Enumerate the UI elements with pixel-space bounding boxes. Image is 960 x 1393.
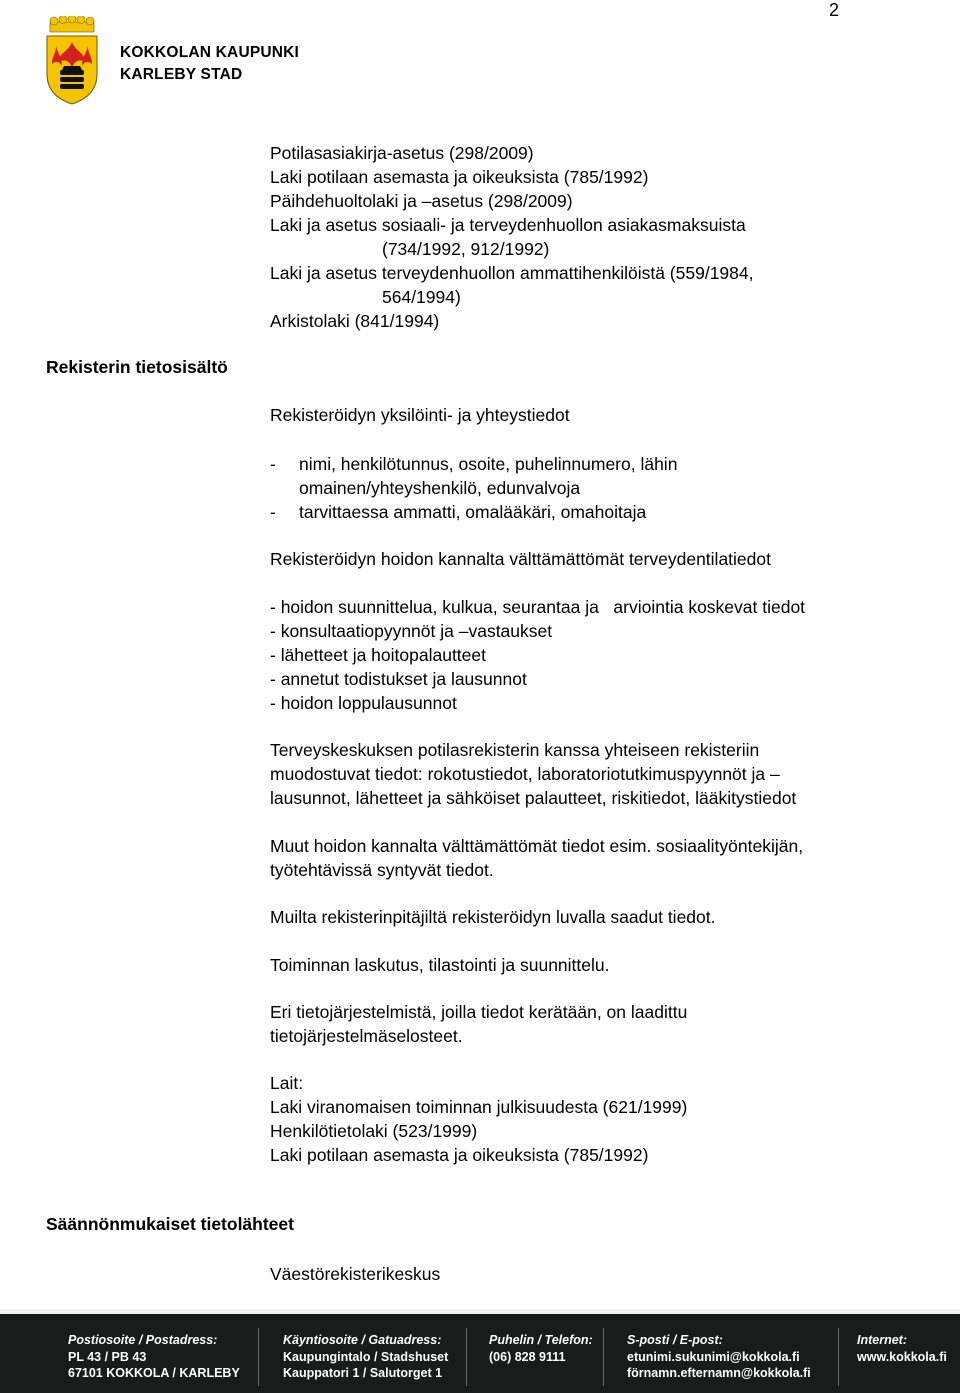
paragraph-line: työtehtävissä syntyvät tiedot. [270, 860, 494, 880]
footer-email-link[interactable]: etunimi.sukunimi@kokkola.fi [627, 1349, 800, 1364]
law-line: Laki potilaan asemasta ja oikeuksista (785/1992) [270, 1145, 649, 1165]
footer-phone-label: Puhelin / Telefon: [489, 1333, 593, 1347]
paragraph-line: muodostuvat tiedot: rokotustiedot, laboratoriotutkimuspyynnöt ja – [270, 764, 780, 784]
bullet-line: nimi, henkilötunnus, osoite, puhelinnumero, lähin [299, 454, 678, 474]
footer-divider [258, 1328, 259, 1386]
paragraph-line: Muut hoidon kannalta välttämättömät tiedot esim. sosiaalityöntekijän, [270, 836, 804, 856]
bullet-line: tarvittaessa ammatti, omalääkäri, omahoitaja [299, 502, 647, 522]
bullet-dash: - [270, 502, 276, 522]
footer-divider [603, 1328, 604, 1386]
law-line: Laki viranomaisen toiminnan julkisuudesta (621/1999) [270, 1097, 688, 1117]
footer-email [627, 1332, 811, 1382]
bullet-line: - hoidon loppulausunnot [270, 693, 457, 713]
footer-postal [68, 1332, 240, 1382]
footer-email-label: S-posti / E-post: [627, 1333, 723, 1347]
law-line: (734/1992, 912/1992) [382, 239, 550, 259]
bullet-line: - lähetteet ja hoitopalautteet [270, 645, 486, 665]
org-name-swedish: KARLEBY STAD [120, 66, 243, 83]
law-line: Päihdehuoltolaki ja –asetus (298/2009) [270, 191, 573, 211]
data-source-text: Väestörekisterikeskus [270, 1264, 441, 1284]
subheading-identification: Rekisteröidyn yksilöinti- ja yhteystiedot [270, 405, 570, 425]
section-heading-data-sources: Säännönmukaiset tietolähteet [46, 1214, 294, 1234]
footer-visit [283, 1332, 448, 1382]
footer-web-link[interactable]: www.kokkola.fi [857, 1349, 947, 1364]
footer-web-label: Internet: [857, 1333, 907, 1347]
org-name-finnish: KOKKOLAN KAUPUNKI [120, 44, 300, 61]
paragraph-line: Terveyskeskuksen potilasrekisterin kanssa yhteiseen rekisteriin [270, 740, 760, 760]
law-line: Arkistolaki (841/1994) [270, 311, 440, 331]
bullet-dash: - [270, 454, 276, 474]
footer-divider [466, 1328, 467, 1386]
bullet-line: - hoidon suunnittelua, kulkua, seurantaa ja arviointia koskevat tiedot [270, 597, 806, 617]
footer-postal-line: PL 43 / PB 43 [68, 1349, 147, 1364]
paragraph-line: Muilta rekisterinpitäjiltä rekisteröidyn luvalla saadut tiedot. [270, 907, 716, 927]
paragraph-line: Toiminnan laskutus, tilastointi ja suunnittelu. [270, 955, 610, 975]
footer-contact-bar [0, 1309, 960, 1393]
laws-label: Lait: [270, 1073, 304, 1093]
law-line: Laki ja asetus terveydenhuollon ammattihenkilöistä (559/1984, [270, 263, 754, 283]
footer-postal-label: Postiosoite / Postadress: [68, 1333, 218, 1347]
law-line: Henkilötietolaki (523/1999) [270, 1121, 478, 1141]
bullet-line: omainen/yhteyshenkilö, edunvalvoja [299, 478, 581, 498]
footer-phone [489, 1332, 593, 1365]
footer-visit-line: Kaupungintalo / Stadshuset [283, 1349, 449, 1364]
footer-divider [838, 1328, 839, 1386]
footer-visit-line: Kauppatori 1 / Salutorget 1 [283, 1366, 443, 1380]
paragraph-line: tietojärjestelmäselosteet. [270, 1026, 463, 1046]
law-line: Laki ja asetus sosiaali- ja terveydenhuollon asiakasmaksuista [270, 215, 746, 235]
footer-phone-number[interactable]: (06) 828 9111 [489, 1349, 566, 1364]
law-line: Laki potilaan asemasta ja oikeuksista (785/1992) [270, 167, 649, 187]
bullet-line: - annetut todistukset ja lausunnot [270, 669, 527, 689]
subheading-health-data: Rekisteröidyn hoidon kannalta välttämättömät terveydentilatiedot [270, 549, 771, 569]
footer-postal-line: 67101 KOKKOLA / KARLEBY [68, 1366, 240, 1380]
paragraph-line: Eri tietojärjestelmistä, joilla tiedot kerätään, on laadittu [270, 1002, 688, 1022]
section-heading-register-content: Rekisterin tietosisältö [46, 357, 228, 377]
paragraph-line: lausunnot, lähetteet ja sähköiset palautteet, riskitiedot, lääkitystiedot [270, 788, 797, 808]
bullet-line: - konsultaatiopyynnöt ja –vastaukset [270, 621, 553, 641]
page-number: 2 [829, 0, 840, 20]
law-line: 564/1994) [382, 287, 461, 307]
footer-web [857, 1332, 947, 1365]
law-line: Potilasasiakirja-asetus (298/2009) [270, 143, 534, 163]
coat-of-arms-logo [44, 16, 100, 106]
footer-visit-label: Käyntiosoite / Gatuadress: [283, 1333, 442, 1347]
footer-email-link[interactable]: förnamn.efternamn@kokkola.fi [627, 1366, 811, 1380]
